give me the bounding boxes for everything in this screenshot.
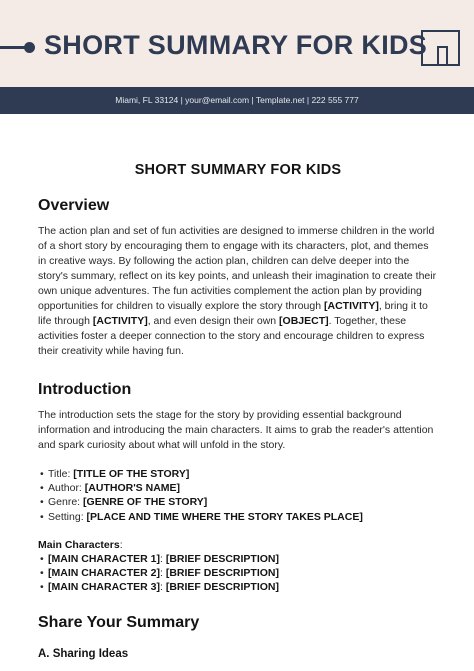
list-item: • [MAIN CHARACTER 2]: [BRIEF DESCRIPTION] bbox=[40, 567, 280, 580]
introduction-section bbox=[38, 381, 438, 594]
list-item: • Genre: [GENRE OF THE STORY] bbox=[40, 496, 208, 509]
main-characters-list bbox=[38, 552, 438, 595]
overview-text-4: . Together, these activities foster a deeper connection to the story and encourage children to express their creativity while having fun. bbox=[38, 315, 425, 357]
document-title: SHORT SUMMARY FOR KIDS bbox=[134, 162, 342, 178]
contact-bar: Miami, FL 33124 | your@email.com | Template.net | 222 555 777 bbox=[0, 87, 474, 114]
story-details-list bbox=[38, 467, 438, 524]
overview-paragraph bbox=[38, 224, 438, 359]
list-item: • [MAIN CHARACTER 3]: [BRIEF DESCRIPTION] bbox=[40, 581, 280, 594]
object-placeholder: [OBJECT] bbox=[279, 315, 329, 327]
introduction-paragraph: The introduction sets the stage for the story by providing essential background information and introducing the main characters. It aims to grab the reader's attention and spark curiosity about what will unfold in the story. bbox=[38, 409, 434, 451]
document-body bbox=[38, 162, 438, 660]
list-item: • Author: [AUTHOR'S NAME] bbox=[40, 482, 181, 495]
overview-text-3: , and even design their own bbox=[147, 315, 280, 327]
share-heading: Share Your Summary bbox=[38, 614, 200, 632]
overview-text-1: The action plan and set of fun activities are designed to immerse children in the world of a short story by encouraging them to engage with its characters, plot, and themes in creative ways. By following the action plan, children can delve deeper into the story's summary, reflect on its key points, and unleash their imagination to create their own unique adventures. The fun activities complement the action plan by providing opportunities for children to visually explore the story through bbox=[38, 225, 437, 312]
main-characters-label: Main Characters: bbox=[38, 538, 123, 551]
activity-placeholder-1: [ACTIVITY] bbox=[324, 300, 379, 312]
overview-text-2: , bring it to life through bbox=[38, 300, 428, 327]
overview-heading: Overview bbox=[38, 197, 110, 214]
activity-placeholder-2: [ACTIVITY] bbox=[92, 315, 148, 327]
logo-icon bbox=[421, 30, 460, 66]
list-item: • Title: [TITLE OF THE STORY] bbox=[40, 468, 190, 480]
overview-section bbox=[38, 197, 438, 359]
logo-door-shape bbox=[437, 46, 448, 66]
banner-title: SHORT SUMMARY FOR KIDS bbox=[44, 30, 428, 60]
share-section bbox=[38, 614, 438, 660]
introduction-heading: Introduction bbox=[38, 381, 132, 398]
list-item: • Setting: [PLACE AND TIME WHERE THE STORY TAKES PLACE] bbox=[40, 510, 363, 523]
header-banner bbox=[0, 0, 474, 87]
decorative-line bbox=[0, 46, 26, 49]
decorative-dot bbox=[24, 42, 35, 53]
sharing-ideas-subheading: A. Sharing Ideas bbox=[38, 648, 129, 661]
list-item: • [MAIN CHARACTER 1]: [BRIEF DESCRIPTION] bbox=[40, 552, 280, 565]
